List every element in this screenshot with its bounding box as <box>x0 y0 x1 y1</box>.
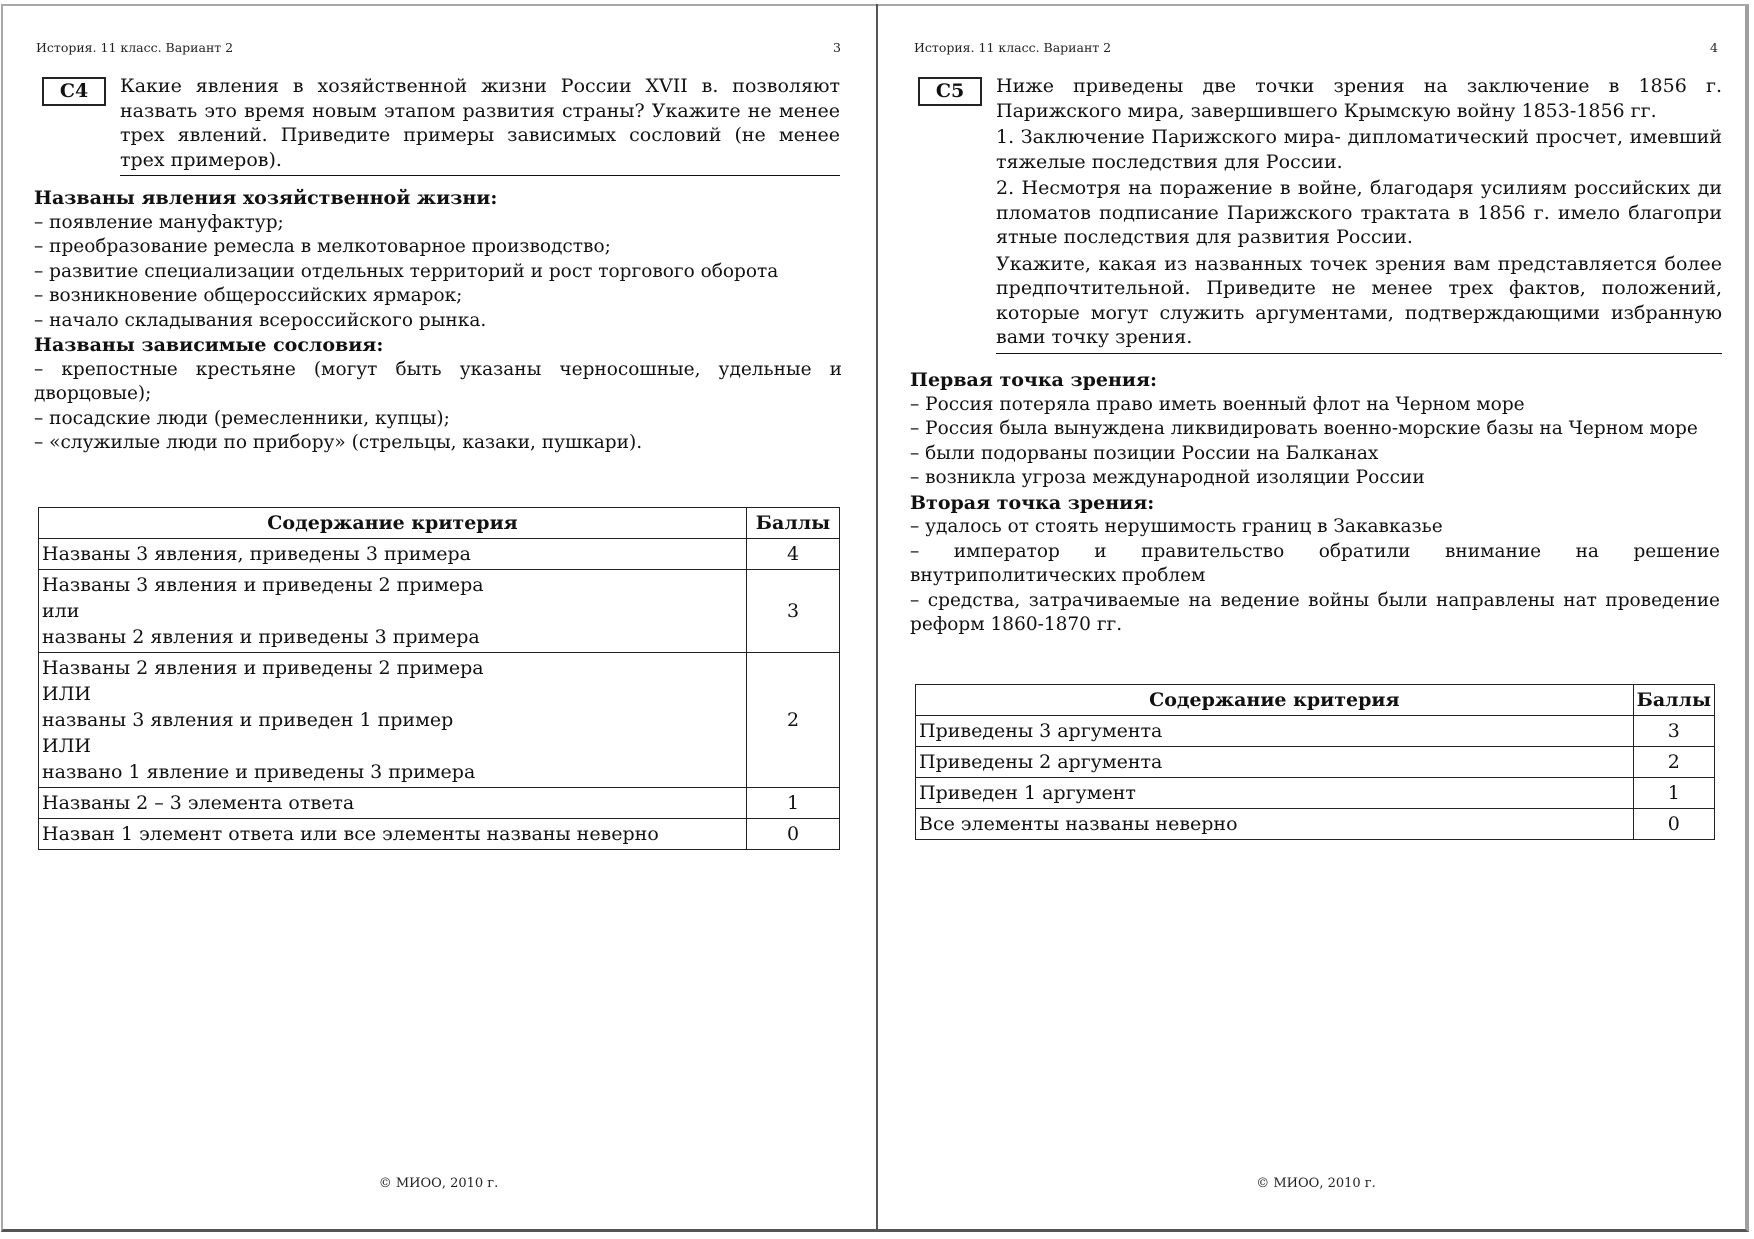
task-question <box>120 74 840 176</box>
points-cell: 3 <box>747 570 840 653</box>
answer-item: – Россия была вынуждена ликвидировать военно-морские базы на Черном море <box>910 418 1698 439</box>
criterion-cell: Приведены 2 аргумента <box>916 747 1634 778</box>
table-row <box>916 716 1715 747</box>
header-criterion: Содержание критерия <box>39 508 747 539</box>
task-paragraph: Ниже приведены две точки зрения на заключение в 1856 г. Парижского мира, завершившего Крымскую войну 1853-1856 гг. <box>996 75 1722 122</box>
criterion-line: Названы 3 явления и приведены 2 примера <box>42 574 484 596</box>
points-cell: 4 <box>747 539 840 570</box>
page-footer: © МИОО, 2010 г. <box>378 1176 499 1191</box>
task-paragraph: Какие явления в хозяйственной жизни России XVII в. позволяют назвать это время новым этапом развития страны? Укажите не менее трех явлений. Приведите примеры зависимых сословий (не менее трех примеров). <box>120 75 840 171</box>
answer-item: – возникновение общероссийских ярмарок; <box>34 285 463 306</box>
points-cell: 1 <box>1633 778 1714 809</box>
table-row <box>39 788 840 819</box>
criteria-table <box>915 684 1715 840</box>
header-points: Баллы <box>1633 685 1714 716</box>
task-question <box>996 74 1722 354</box>
answer-item: – начало складывания всероссийского рынка. <box>34 309 487 331</box>
criterion-line: Названы 2 – 3 элемента ответа <box>42 792 355 814</box>
criterion-cell <box>39 653 747 788</box>
task-paragraph: Укажите, какая из названных точек зрения вам представляется более предпочтительной. Приведите не менее трех фактов, положений, которые могут служить аргументами, подтверждающими избранную вами точку зрения. <box>996 252 1722 348</box>
answer-item: – крепостные крестьяне (могут быть указаны черносошные, удельные и дворцовые); <box>34 358 842 404</box>
answer-item: – удалось от стоять нерушимость границ в Закавказье <box>910 516 1443 537</box>
page-footer: © МИОО, 2010 г. <box>1256 1176 1376 1191</box>
page-header <box>914 40 1718 55</box>
answer-item: – преобразование ремесла в мелкотоварное производство; <box>34 236 611 257</box>
task-c5 <box>918 74 1722 354</box>
criterion-line: ИЛИ <box>42 735 91 757</box>
criterion-cell <box>39 539 747 570</box>
page-header <box>36 40 841 55</box>
table-row <box>916 747 1715 778</box>
criterion-cell: Все элементы названы неверно <box>916 809 1634 840</box>
header-points: Баллы <box>747 508 840 539</box>
section-heading: Названы явления хозяйственной жизни: <box>34 187 498 209</box>
task-paragraph: 2. Несмотря на поражение в войне, благодаря усилиям российских ди пломатов подписание Парижского трактата в 1856 г. имело благопри ятные последствия для развития России. <box>996 177 1722 248</box>
answer-item: – были подорваны позиции России на Балканах <box>910 442 1379 464</box>
criterion-line: или <box>42 600 80 622</box>
answer-item: – «служилые люди по прибору» (стрельцы, казаки, пушкари). <box>34 432 643 453</box>
criterion-line: названы 3 явления и приведен 1 пример <box>42 709 454 731</box>
points-cell: 0 <box>1633 809 1714 840</box>
criterion-line: названы 2 явления и приведены 3 примера <box>42 626 480 648</box>
criterion-cell <box>39 570 747 653</box>
answer-item: – появление мануфактур; <box>34 211 284 233</box>
section-heading: Вторая точка зрения: <box>910 491 1155 514</box>
points-cell: 2 <box>1633 747 1714 778</box>
task-paragraph: 1. Заключение Парижского мира- дипломатический просчет, имевший тяжелые последствия для России. <box>996 126 1722 173</box>
header-title: История. 11 класс. Вариант 2 <box>36 40 234 55</box>
answer-item: – император и правительство обратили внимание на решение внутриполитических проблем <box>910 540 1720 586</box>
criterion-line: Названы 3 явления, приведены 3 примера <box>42 543 471 565</box>
page-4 <box>878 0 1754 1239</box>
points-cell: 2 <box>747 653 840 788</box>
answer-key <box>910 368 1720 638</box>
table-row <box>39 539 840 570</box>
criteria-table <box>38 507 840 850</box>
table-row <box>916 778 1715 809</box>
answer-item: – развитие специализации отдельных территорий и рост торгового оборота <box>34 260 779 282</box>
criterion-line: названо 1 явление и приведены 3 примера <box>42 761 476 783</box>
table-row <box>39 570 840 653</box>
answer-key <box>34 186 842 456</box>
header-criterion: Содержание критерия <box>916 685 1634 716</box>
task-c4 <box>42 74 840 176</box>
page-number: 3 <box>833 40 841 55</box>
criterion-line: Названы 2 явления и приведены 2 примера <box>42 657 484 679</box>
answer-item: – возникла угроза международной изоляции России <box>910 467 1425 488</box>
table-header-row <box>39 508 840 539</box>
table-header-row <box>916 685 1715 716</box>
table-row <box>39 819 840 850</box>
points-cell: 1 <box>747 788 840 819</box>
task-code-badge: C4 <box>42 77 106 106</box>
criterion-cell <box>39 819 747 850</box>
section-heading: Названы зависимые сословия: <box>34 334 384 356</box>
page-number: 4 <box>1710 40 1718 55</box>
answer-item: – средства, затрачиваемые на ведение войны были направлены нат проведение реформ 1860-1870 гг. <box>910 589 1720 635</box>
answer-item: – посадские люди (ремесленники, купцы); <box>34 407 450 429</box>
criterion-line: Назван 1 элемент ответа или все элементы названы неверно <box>42 823 659 845</box>
table-row <box>916 809 1715 840</box>
answer-item: – Россия потеряла право иметь военный флот на Черном море <box>910 393 1525 415</box>
header-title: История. 11 класс. Вариант 2 <box>914 40 1112 55</box>
criterion-line: ИЛИ <box>42 683 91 705</box>
section-heading: Первая точка зрения: <box>910 369 1158 391</box>
points-cell: 3 <box>1633 716 1714 747</box>
criterion-cell: Приведен 1 аргумент <box>916 778 1634 809</box>
criterion-cell: Приведены 3 аргумента <box>916 716 1634 747</box>
table-row <box>39 653 840 788</box>
points-cell: 0 <box>747 819 840 850</box>
task-code-badge: C5 <box>918 77 982 106</box>
criterion-cell <box>39 788 747 819</box>
